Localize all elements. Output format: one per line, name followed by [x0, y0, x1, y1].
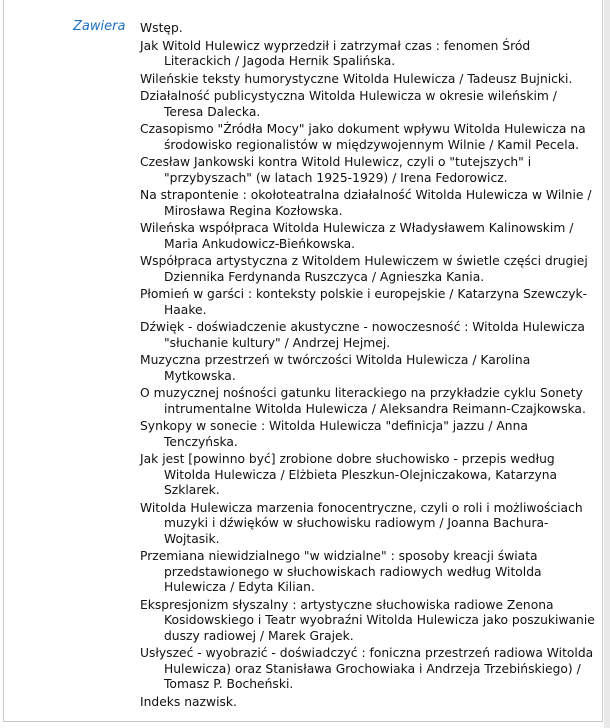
contents-entry: Indeks nazwisk. — [140, 694, 237, 709]
contents-entry: Jak jest [powinno być] zrobione dobre słuchowisko - przepis według Witolda Hulewicza / Elżbieta Pleszkun-Olejniczakowa, Katarzyna Szklarek. — [140, 452, 558, 497]
contents-entry: Wstęp. — [140, 21, 183, 35]
contents-entry: Czesław Jankowski kontra Witold Hulewicz, czyli o "tutejszych" i "przybyszach" (w latach 1925-1929) / Irena Fedorowicz. — [140, 155, 532, 185]
contents-entry: Synkopy w sonecie : Witolda Hulewicza "definicja" jazzu / Anna Tenczyńska. — [140, 419, 528, 449]
contents-entry: Jak Witold Hulewicz wyprzedził i zatrzymał czas : fenomen Śród Literackich / Jagoda Hernik Spalińska. — [140, 38, 531, 68]
scrollbar[interactable] — [604, 0, 610, 728]
contents-entry: Płomień w garści : konteksty polskie i europejskie / Katarzyna Szewczyk-Haake. — [140, 287, 588, 317]
contents-entry: Dźwięk - doświadczenie akustyczne - nowoczesność : Witolda Hulewicza "słuchanie kultury" / Andrzej Hejmej. — [140, 320, 585, 350]
contents-entry: Ekspresjonizm słyszalny : artystyczne słuchowiska radiowe Zenona Kosidowskiego i Teatr wyobraźni Witolda Hulewicza jako poszukiwanie duszy radiowej / Marek Grajek. — [140, 597, 595, 643]
contents-entry: O muzycznej nośności gatunku literackiego na przykładzie cyklu Sonety intrumentalne Witolda Hulewicza / Aleksandra Reimann-Czajkowska. — [140, 386, 586, 416]
contents-entry: Przemiana niewidzialnego "w widzialne" : sposoby kreacji świata przedstawionego w słuchowiskach radiowych według Witolda Hulewicza / Edyta Kilian. — [140, 549, 542, 594]
contents-entry: Muzyczna przestrzeń w twórczości Witolda Hulewicza / Karolina Mytkowska. — [140, 353, 531, 383]
contents-entry: Wileńskie teksty humorystyczne Witolda Hulewicza / Tadeusz Bujnicki. — [140, 71, 573, 86]
contents-entry: Wileńska współpraca Witolda Hulewicza z Władysławem Kalinowskim / Maria Ankudowicz-Bieńkowska. — [140, 221, 574, 251]
contents-entry: Działalność publicystyczna Witolda Hulewicza w okresie wileńskim / Teresa Dalecka. — [140, 89, 557, 119]
contents-entry: Na strapontenie : okołoteatralna działalność Witolda Hulewicza w Wilnie / Mirosława Regina Kozłowska. — [140, 188, 592, 218]
contents-entry: Współpraca artystyczna z Witoldem Hulewiczem w świetle części drugiej Dziennika Ferdynanda Ruszczyca / Agnieszka Kania. — [140, 254, 588, 284]
contents-entry: Czasopismo "Źródła Mocy" jako dokument wpływu Witolda Hulewicza na środowisko regionalistów w międzywojennym Wilnie / Kamil Pecela. — [140, 122, 586, 152]
contents-list — [140, 21, 600, 712]
contents-entry: Witolda Hulewicza marzenia fonocentryczne, czyli o roli i możliwościach muzyki i dźwięków w słuchowisku radiowym / Joanna Bachura-Wojtasik. — [140, 500, 583, 546]
contents-label: Zawiera — [73, 19, 126, 34]
contents-entry: Usłyszeć - wyobrazić - doświadczyć : foniczna przestrzeń radiowa Witolda Hulewicza) oraz Stanisława Grochowiaka i Andrzeja Trzebińskiego) / Tomasz P. Bocheński. — [140, 646, 594, 691]
